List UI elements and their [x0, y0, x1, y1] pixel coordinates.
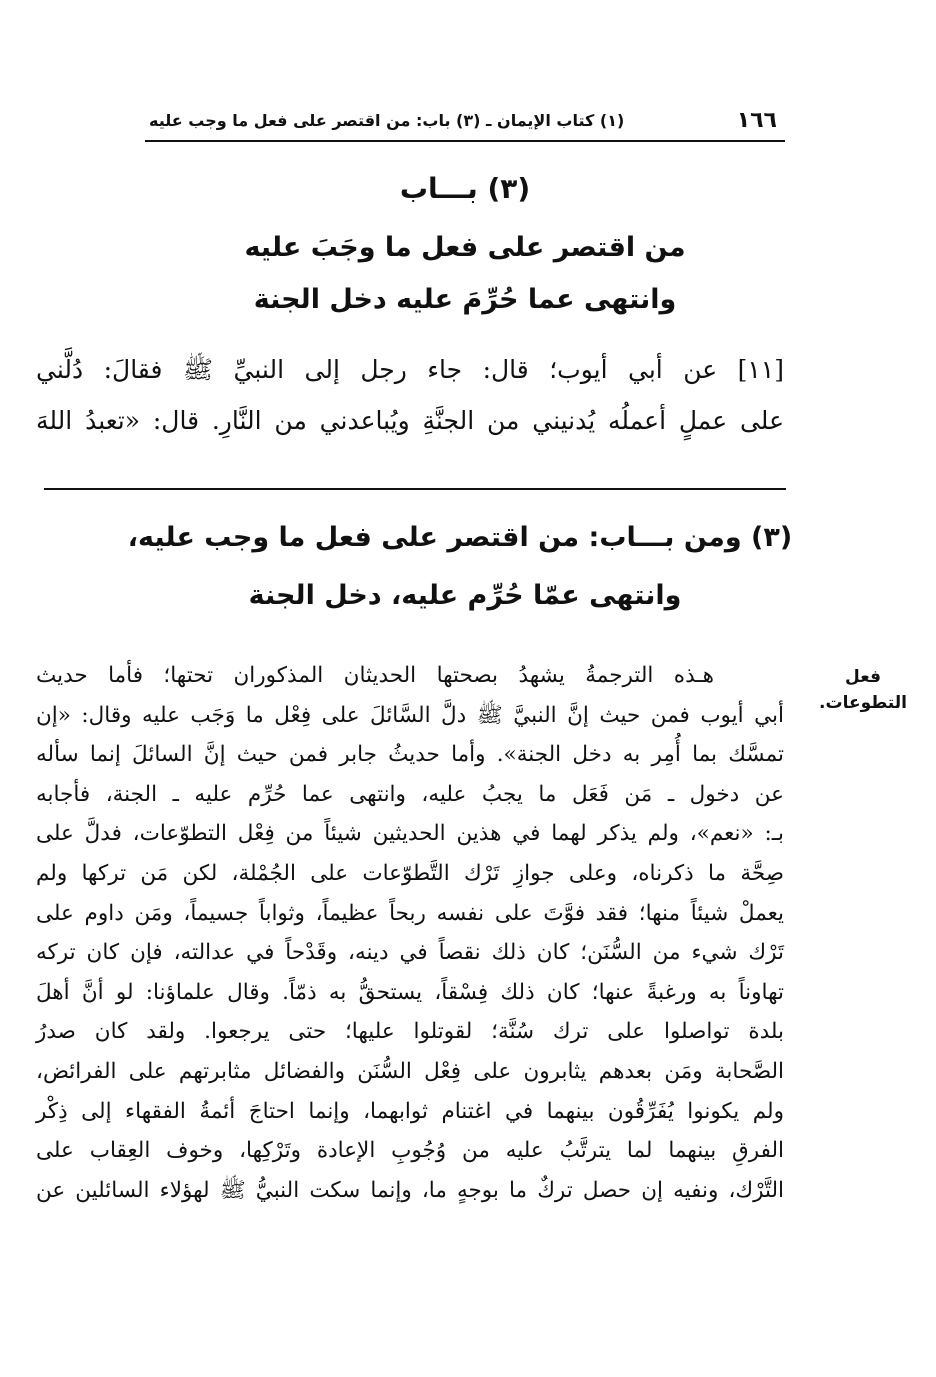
- commentary-text: [36, 656, 784, 1210]
- commentary-line: التَّرْك، ونفيه إن حصل تركٌ ما بوجهٍ ما، وإنما سكت النبيُّ ﷺ لهؤلاء السائلين عن: [36, 1177, 784, 1203]
- commentary-title-line-1: (٣) ومن بـــاب: من اقتصر على فعل ما وجب عليه،: [127, 522, 793, 553]
- running-title: (١) كتاب الإيمان ـ (٣) باب: من اقتصر على فعل ما وجب عليه: [149, 110, 625, 130]
- commentary-line: الفرقِ بينهما لما يترتَّبُ عليه من وُجُوبِ الإعادة وتَرْكِها، وخوف العِقاب على: [36, 1138, 784, 1164]
- margin-note: [818, 664, 908, 716]
- hadith-text: [36, 344, 784, 446]
- commentary-line: تَرْك شيء من السُّنَن؛ كان ذلك نقصاً في دينه، وقَدْحاً في عدالته، فإن كان تركه: [36, 940, 784, 966]
- commentary-line: الصَّحابة ومَن بعدهم يثابرون على فِعْل السُّنَن والفضائل مثابرتهم على الفرائض،: [36, 1058, 784, 1084]
- commentary-line: بلدة تواصلوا على ترك سُنَّة؛ لقوتلوا عليها؛ حتى يرجعوا. ولقد كان صدرُ: [36, 1019, 784, 1045]
- commentary-line: هـذه الترجمةُ يشهدُ بصحتها الحديثان المذكوران تحتها؛ فأما حديث: [36, 663, 714, 688]
- commentary-line: صِحَّة ما ذكرناه، وعلى جوازِ تَرْك التَّطوّعات على الجُمْلة، لكن مَن تركها ولم: [36, 860, 784, 886]
- chapter-title-line-2: وانتهى عما حُرِّمَ عليه دخل الجنة: [253, 284, 677, 315]
- commentary-line: تمسَّك بما أُمِر به دخل الجنة». وأما حديثُ جابر فمن حيث إنَّ السائلَ إنما سأله: [36, 742, 784, 768]
- page-number: ١٦٦: [736, 107, 777, 133]
- commentary-line: ولم يكونوا يُفَرِّقُون بينهما في اغتنام ثوابهما، وإنما احتاجَ أئمةُ الفقهاء إلى ذِكْر: [36, 1098, 784, 1124]
- section-divider: [44, 488, 786, 490]
- commentary-line: عن دخول ـ مَن فَعَل ما يجبُ عليه، وانتهى عما حُرِّم عليه ـ الجنة، فأجابه: [36, 781, 784, 807]
- chapter-title-line-1: من اقتصر على فعل ما وجَبَ عليه: [244, 232, 686, 263]
- chapter-heading: (٣) بـــاب: [399, 172, 531, 205]
- commentary-line: تهاوناً به ورغبةً عنها؛ كان ذلك فِسْقاً، يستحقُّ به ذمّاً. وقال علماؤنا: لو أنَّ أهلَ: [36, 979, 784, 1005]
- commentary-line: بـ: «نعم»، ولم يذكر لهما في هذين الحديثين شيئاً من فِعْل التطوّعات، فدلَّ على: [36, 821, 784, 847]
- margin-note-line: التطوعات.: [819, 693, 907, 713]
- margin-note-line: فعل: [845, 667, 881, 687]
- commentary-line: يعملْ شيئاً منها؛ فقد فوَّتَ على نفسه ربحاً عظيماً، وثواباً جسيماً، ومَن داوم على: [36, 900, 784, 926]
- hadith-line: على عملٍ أعملُه يُدنيني من الجنَّةِ ويُباعدني من النَّارِ. قال: «تعبدُ اللهَ: [36, 406, 784, 435]
- commentary-title-line-2: وانتهى عمّا حُرِّم عليه، دخل الجنة: [248, 580, 682, 611]
- commentary-line: أبي أيوب فمن حيث إنَّ النبيَّ ﷺ دلَّ السَّائلَ على فِعْل ما وَجَب عليه وقال: «إن: [36, 702, 784, 728]
- hadith-line: [١١] عن أبي أيوب؛ قال: جاء رجل إلى النبيِّ ﷺ فقالَ: دُلَّني: [36, 355, 784, 384]
- running-header: [145, 100, 785, 142]
